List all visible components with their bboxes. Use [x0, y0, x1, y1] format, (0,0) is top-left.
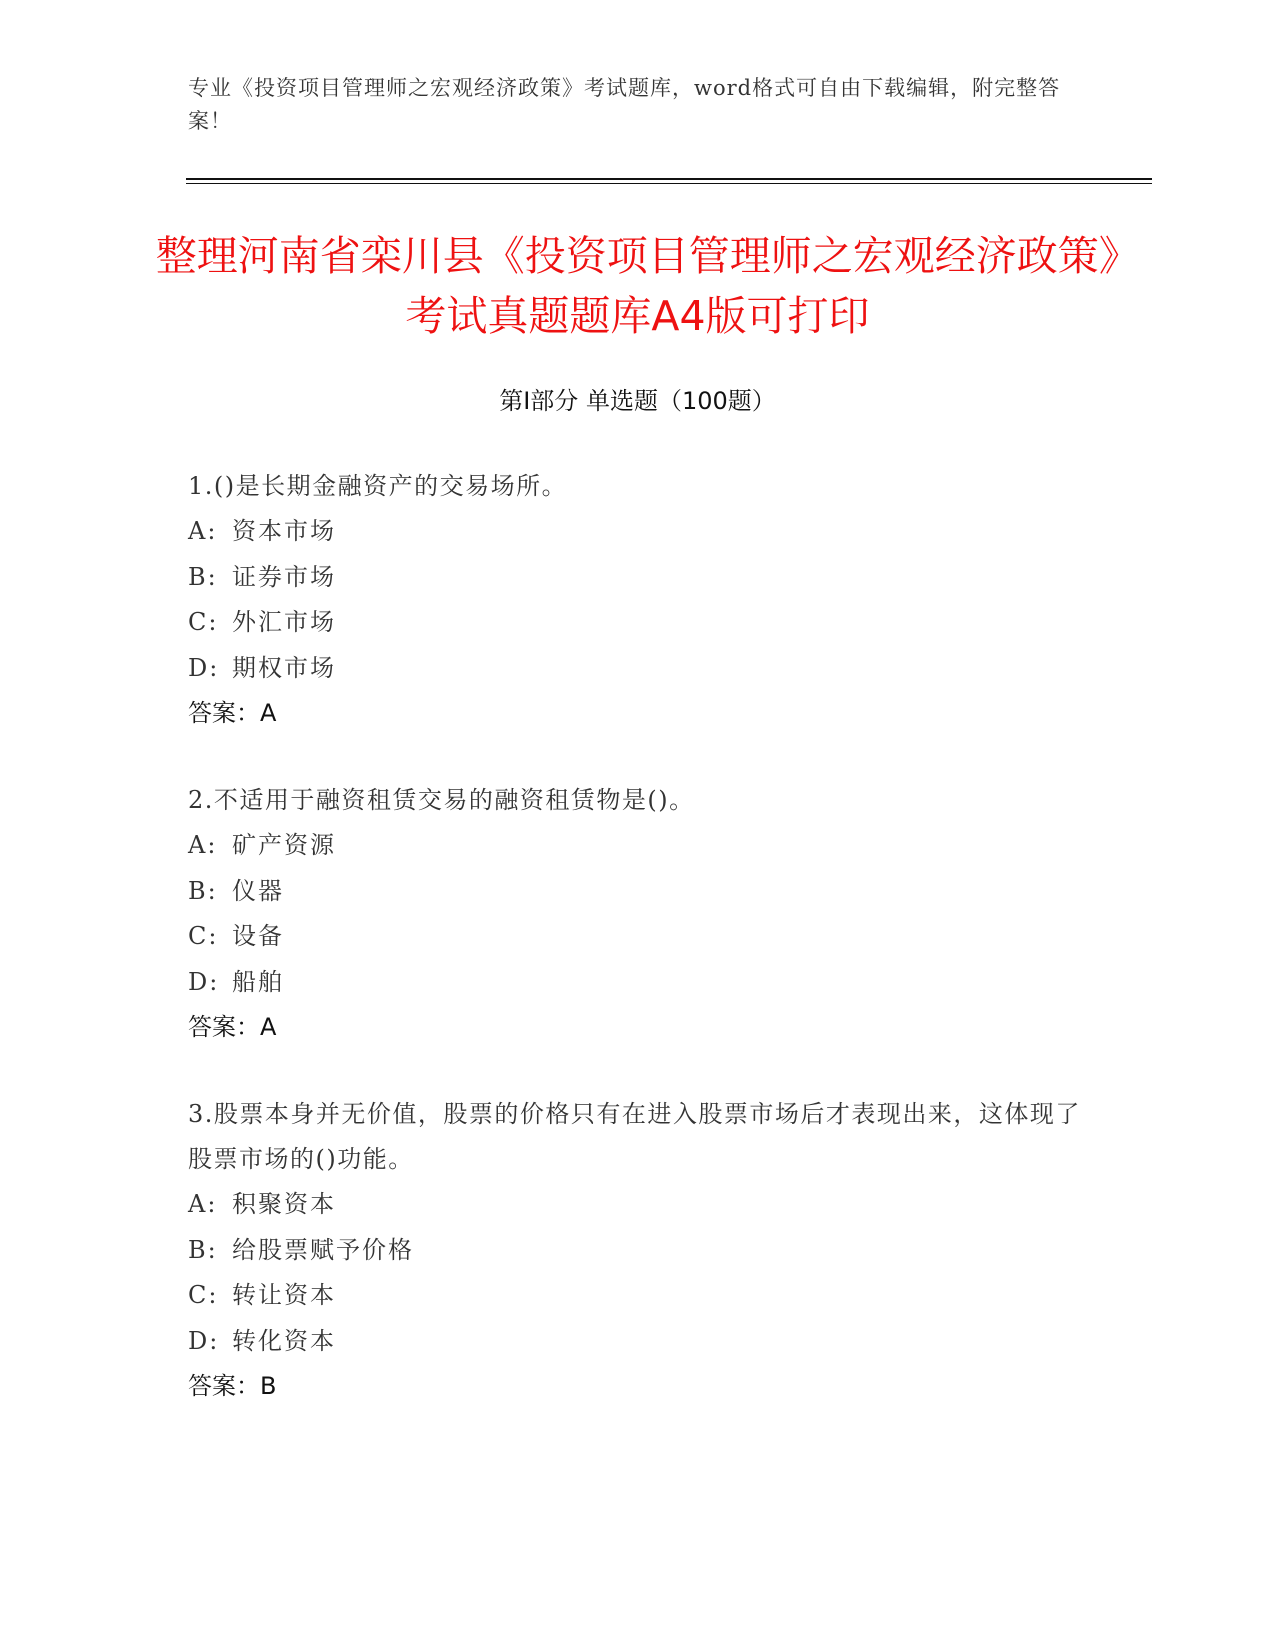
option-c: C: 设备	[188, 922, 284, 951]
question-1	[188, 464, 1088, 736]
section-heading: 第Ⅰ部分 单选题（100题）	[499, 387, 776, 415]
question-stem: 3.股票本身并无价值，股票的价格只有在进入股票市场后才表现出来，这体现了股票市场的()功能。	[188, 1100, 1081, 1173]
option-a: A: 资本市场	[188, 517, 336, 545]
answer: 答案：B	[188, 1372, 277, 1401]
header-rule-thin	[186, 183, 1152, 184]
option-d: D: 船舶	[188, 967, 284, 996]
option-b: B: 给股票赋予价格	[188, 1235, 414, 1264]
option-d: D: 期权市场	[188, 653, 336, 682]
answer: 答案：A	[188, 1013, 277, 1042]
question-stem: 2.不适用于融资租赁交易的融资租赁物是()。	[188, 786, 695, 814]
header-note: 专业《投资项目管理师之宏观经济政策》考试题库，word格式可自由下载编辑，附完整答案！	[188, 76, 1061, 133]
option-a: A: 矿产资源	[188, 831, 336, 859]
option-a: A: 积聚资本	[188, 1190, 336, 1218]
answer: 答案：A	[188, 699, 277, 728]
header-rule-thick	[186, 178, 1152, 180]
option-c: C: 外汇市场	[188, 608, 336, 637]
document-title: 整理河南省栾川县《投资项目管理师之宏观经济政策》考试真题题库A4版可打印	[155, 232, 1120, 340]
question-3	[188, 1092, 1088, 1409]
option-b: B: 仪器	[188, 876, 284, 905]
question-2	[188, 778, 1088, 1050]
option-b: B: 证券市场	[188, 562, 336, 591]
question-stem: 1.()是长期金融资产的交易场所。	[188, 472, 568, 500]
option-c: C: 转让资本	[188, 1281, 336, 1310]
option-d: D: 转化资本	[188, 1326, 336, 1355]
